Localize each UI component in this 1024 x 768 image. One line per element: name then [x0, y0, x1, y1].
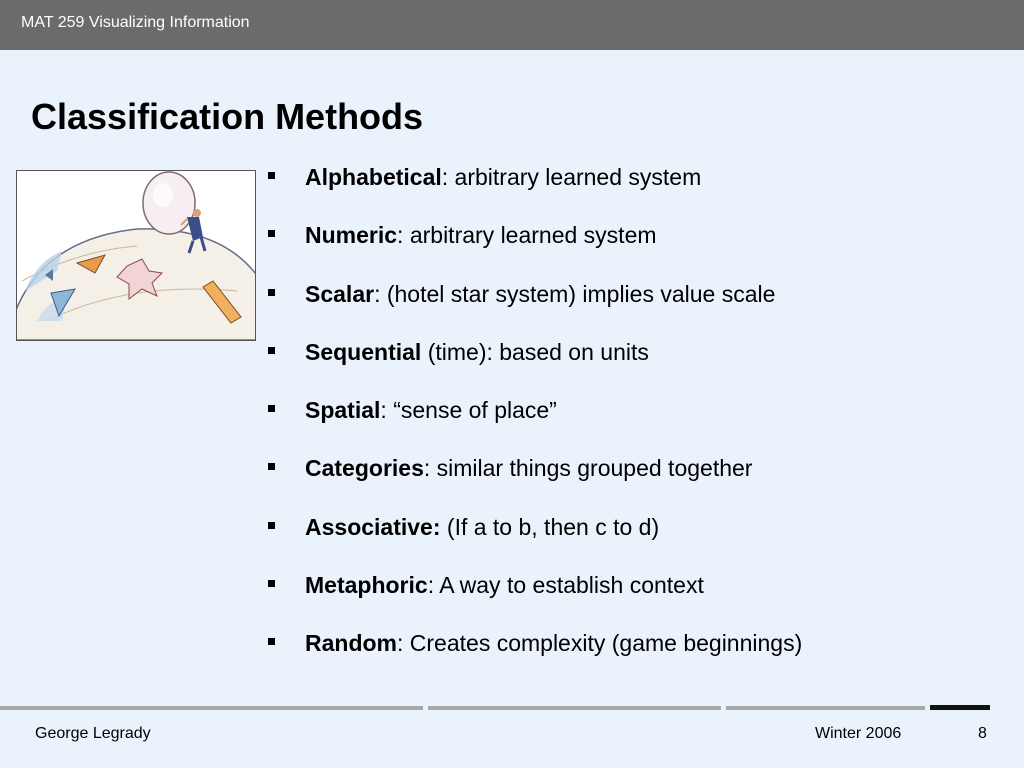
bullet-square-icon — [268, 405, 275, 412]
slide-title: Classification Methods — [31, 96, 424, 137]
term-description: : Creates complexity (game beginnings) — [397, 630, 803, 656]
page-number: 8 — [978, 725, 987, 742]
term-description: (If a to b, then c to d) — [440, 513, 660, 540]
term-label: Associative: — [305, 513, 441, 540]
sisyphus-illustration — [16, 170, 256, 341]
term-label: Sequential — [305, 338, 422, 365]
term-label: Alphabetical — [305, 164, 442, 190]
bullet-square-icon — [268, 638, 275, 645]
term-description: (time): based on units — [421, 338, 649, 365]
bullet-square-icon — [268, 522, 275, 529]
bullet-square-icon — [268, 230, 275, 237]
term-description: : A way to establish context — [427, 571, 704, 598]
footer-author: George Legrady — [35, 725, 151, 742]
footer-divider — [726, 706, 925, 710]
term-label: Metaphoric — [305, 571, 428, 598]
term-description: : “sense of place” — [380, 397, 557, 423]
bullet-square-icon — [268, 347, 275, 354]
term-label: Spatial — [305, 397, 381, 423]
course-title: MAT 259 Visualizing Information — [21, 14, 250, 31]
term-label: Scalar — [305, 280, 375, 307]
term-label: Numeric — [305, 222, 398, 249]
bullet-square-icon — [268, 463, 275, 470]
term-label: Random — [305, 630, 397, 656]
header-bar — [0, 0, 1024, 50]
footer-divider-accent — [930, 705, 990, 710]
term-description: : similar things grouped together — [423, 455, 753, 482]
term-description: : (hotel star system) implies value scale — [374, 280, 776, 307]
footer-term: Winter 2006 — [815, 725, 902, 742]
term-description: : arbitrary learned system — [397, 222, 657, 249]
footer-divider — [0, 706, 423, 710]
term-description: : arbitrary learned system — [441, 164, 702, 190]
bullet-square-icon — [268, 172, 275, 179]
footer-divider — [428, 706, 721, 710]
term-label: Categories — [305, 455, 424, 482]
bullet-square-icon — [268, 289, 275, 296]
bullet-square-icon — [268, 580, 275, 587]
